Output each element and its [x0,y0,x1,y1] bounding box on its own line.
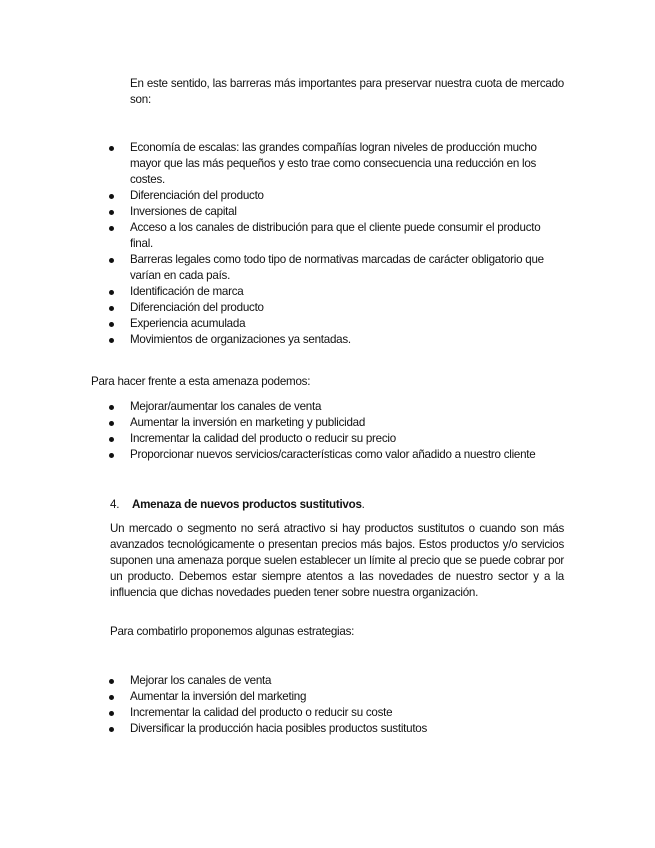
counter-intro: Para hacer frente a esta amenaza podemos: [91,375,311,388]
section-number: 4. [110,498,120,511]
list-item: Aumentar la inversión en marketing y publicidad [109,415,569,431]
list-item: Diversificar la producción hacia posibles productos sustitutos [109,721,564,737]
section-title: Amenaza de nuevos productos sustitutivos [132,498,362,511]
list-item: Aumentar la inversión del marketing [109,689,564,705]
list-item: Diferenciación del producto [109,188,564,204]
strategies-intro: Para combatirlo proponemos algunas estrategias: [110,625,355,638]
list-item: Identificación de marca [109,284,564,300]
list-item: Barreras legales como todo tipo de normativas marcadas de carácter obligatorio que varían en cada país. [109,252,564,284]
list-item: Proporcionar nuevos servicios/características como valor añadido a nuestro cliente [109,447,569,463]
list-item: Mejorar los canales de venta [109,673,564,689]
list-item: Acceso a los canales de distribución para que el cliente puede consumir el producto final. [109,220,564,252]
list-item: Mejorar/aumentar los canales de venta [109,399,569,415]
strategies-list [109,673,564,737]
counter-actions-list [109,399,569,463]
section-title-suffix: . [361,498,365,511]
list-item: Movimientos de organizaciones ya sentadas. [109,332,564,348]
list-item: Incrementar la calidad del producto o reducir su coste [109,705,564,721]
list-item: Incrementar la calidad del producto o reducir su precio [109,431,569,447]
list-item: Economía de escalas: las grandes compañías logran niveles de producción mucho mayor que las más pequeños y esto trae como consecuencia una reducción en los costes. [109,140,564,188]
barriers-list [109,140,564,348]
section-body-paragraph: Un mercado o segmento no será atractivo si hay productos sustitutos o cuando son más avanzados tecnológicamente o presentan precios más bajos. Estos productos y/o servicios suponen una amenaza porque suelen establecer un límite al precio que se puede cobrar por un producto. Debemos estar siempre atentos a las novedades de nuestro sector y a la influencia que dichas novedades pueden tener sobre nuestra organización. [110,522,564,599]
list-item: Experiencia acumulada [109,316,564,332]
list-item: Diferenciación del producto [109,300,564,316]
list-item: Inversiones de capital [109,204,564,220]
intro-paragraph: En este sentido, las barreras más importantes para preservar nuestra cuota de mercado son: [130,77,564,106]
section-heading [110,497,564,513]
